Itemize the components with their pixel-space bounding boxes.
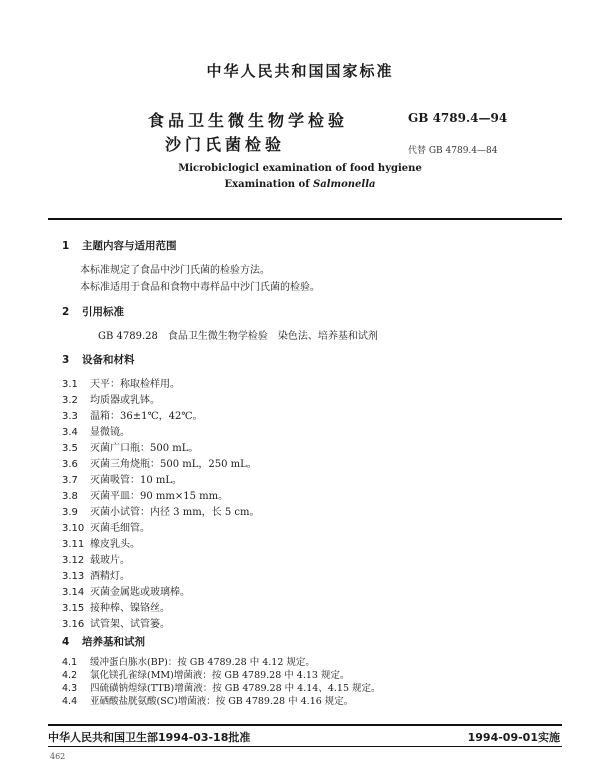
item-text: 灭菌金属匙或玻璃棒。: [90, 587, 190, 598]
section-1-number: 1: [62, 240, 70, 252]
item-text: 显微镜。: [90, 427, 130, 438]
list-item: [62, 423, 130, 438]
section-2-reference: GB 4789.28 食品卫生微生物学检验 染色法、培养基和试剂: [98, 331, 378, 342]
item-number: 4.1: [62, 657, 78, 668]
item-text: 灭菌广口瓶：500 mL。: [90, 443, 199, 454]
item-text: 橡皮乳头。: [90, 539, 140, 550]
list-item: [62, 551, 130, 566]
footer-top-rule: [48, 724, 562, 726]
list-item: [62, 680, 381, 694]
item-number: 3.2: [62, 395, 78, 406]
list-item: [62, 667, 349, 681]
list-item: [62, 583, 190, 598]
list-item: [62, 693, 353, 707]
item-text: 四硫磺钠煌绿(TTB)增菌液：按 GB 4789.28 中 4.14、4.15 规定。: [90, 683, 381, 694]
header-divider: [48, 218, 562, 220]
implementation-date: 1994-09-01实施: [467, 731, 560, 744]
footer-bottom-rule: [48, 746, 562, 747]
nation-standard-title: 中华人民共和国国家标准: [206, 62, 394, 80]
section-2-title: 引用标准: [82, 306, 124, 318]
item-text: 氯化镁孔雀绿(MM)增菌液：按 GB 4789.28 中 4.13 规定。: [90, 670, 350, 681]
list-item: [62, 535, 140, 550]
section-1-paragraph-2: 本标准适用于食品和食物中毒样品中沙门氏菌的检验。: [80, 282, 320, 293]
list-item: [62, 519, 150, 534]
list-item: [62, 471, 182, 486]
item-number: 3.10: [62, 523, 85, 534]
section-3-number: 3: [62, 354, 70, 366]
section-2-heading: [62, 304, 124, 319]
section-4-heading: [62, 634, 145, 649]
item-text: 灭菌小试管：内径 3 mm，长 5 cm。: [90, 507, 260, 518]
item-text: 均质器或乳钵。: [90, 395, 160, 406]
item-text: 酒精灯。: [90, 571, 130, 582]
list-item: [62, 599, 170, 614]
english-title-italic: Salmonella: [313, 179, 376, 190]
replaces-standard: 代替 GB 4789.4—84: [408, 146, 498, 156]
section-3-title: 设备和材料: [82, 354, 135, 366]
item-text: 接种棒、镍铬丝。: [90, 603, 170, 614]
item-text: 亚硒酸盐胱氨酸(SC)增菌液：按 GB 4789.28 中 4.16 规定。: [90, 696, 354, 707]
section-1-title: 主题内容与适用范围: [82, 240, 177, 252]
item-text: 试管架、试管篓。: [90, 619, 170, 630]
item-number: 3.12: [62, 555, 85, 566]
item-number: 3.5: [62, 443, 78, 454]
list-item: [62, 375, 180, 390]
item-number: 3.9: [62, 507, 78, 518]
section-4-title: 培养基和试剂: [82, 636, 145, 648]
item-text: 天平：称取检样用。: [90, 379, 180, 390]
chinese-title-line-1: 食品卫生微生物学检验: [148, 111, 349, 130]
item-number: 3.11: [62, 539, 85, 550]
item-text: 灭菌平皿：90 mm×15 mm。: [90, 491, 229, 502]
english-title-line-2: [0, 179, 600, 190]
item-number: 3.14: [62, 587, 85, 598]
english-title-prefix: Examination of: [224, 179, 314, 190]
item-number: 3.3: [62, 411, 78, 422]
item-number: 3.4: [62, 427, 78, 438]
item-number: 3.15: [62, 603, 85, 614]
item-number: 3.16: [62, 619, 85, 630]
item-number: 3.13: [62, 571, 85, 582]
section-1-heading: [62, 238, 177, 253]
section-1-paragraph-1: 本标准规定了食品中沙门氏菌的检验方法。: [80, 265, 270, 276]
english-title-line-1: Microbiclogicl examination of food hygiene: [178, 163, 422, 174]
item-number: 3.8: [62, 491, 78, 502]
item-text: 灭菌三角烧瓶：500 mL，250 mL。: [90, 459, 257, 470]
section-2-number: 2: [62, 306, 70, 318]
list-item: [62, 487, 228, 502]
list-item: [62, 654, 315, 668]
item-text: 灭菌毛细管。: [90, 523, 150, 534]
list-item: [62, 615, 170, 630]
item-text: 温箱：36±1℃，42℃。: [90, 411, 203, 422]
item-text: 灭菌吸管：10 mL。: [90, 475, 183, 486]
list-item: [62, 567, 130, 582]
list-item: [62, 455, 257, 470]
item-number: 4.4: [62, 696, 78, 707]
section-4-number: 4: [62, 636, 70, 648]
item-number: 4.2: [62, 670, 78, 681]
approval-line: 中华人民共和国卫生部1994-03-18批准: [48, 731, 251, 744]
chinese-title-line-2: 沙门氏菌检验: [165, 135, 286, 154]
standard-number: GB 4789.4—94: [408, 111, 508, 125]
item-number: 3.1: [62, 379, 78, 390]
section-3-heading: [62, 352, 135, 367]
list-item: [62, 503, 260, 518]
item-text: 载玻片。: [90, 555, 130, 566]
item-number: 4.3: [62, 683, 78, 694]
page-number: 462: [50, 752, 66, 761]
list-item: [62, 439, 198, 454]
list-item: [62, 407, 203, 422]
item-text: 缓冲蛋白胨水(BP)：按 GB 4789.28 中 4.12 规定。: [90, 657, 315, 668]
item-number: 3.6: [62, 459, 78, 470]
item-number: 3.7: [62, 475, 78, 486]
list-item: [62, 391, 160, 406]
